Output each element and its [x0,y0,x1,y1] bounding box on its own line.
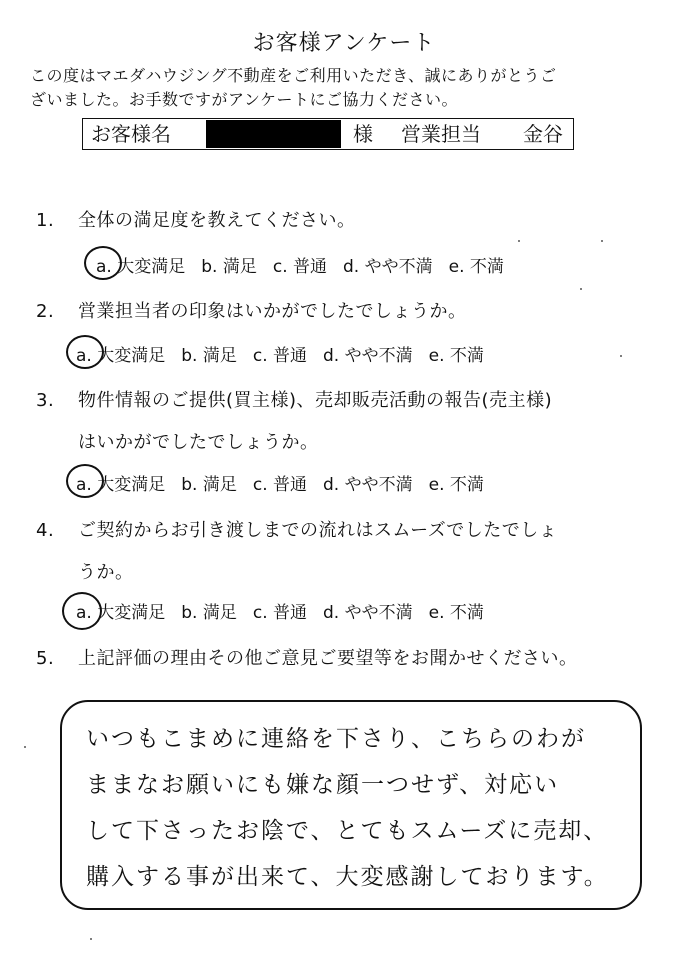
scan-speck [580,288,582,290]
option-d[interactable]: d. やや不満 [323,346,413,366]
question-4 [36,516,557,542]
honorific: 様 [353,122,373,146]
option-c[interactable]: c. 普通 [252,603,307,623]
intro-text [30,64,670,112]
question-text: 全体の満足度を教えてください。 [78,210,356,231]
redacted-customer-name [206,120,341,148]
scan-speck [518,240,520,242]
option-e[interactable]: e. 不満 [428,603,484,623]
question-4-continued: うか。 [78,562,134,583]
comment-line-4: 購入する事が出来て、大変感謝しております。 [86,864,609,890]
scan-speck [601,240,603,242]
intro-line-1: この度はマエダハウジング不動産をご利用いただき、誠にありがとうご [30,66,557,85]
option-e[interactable]: e. 不満 [448,257,504,277]
question-5 [36,644,578,670]
comment-line-2: ままなお願いにも嫌な顔一つせず、対応い [86,772,560,798]
option-c[interactable]: c. 普通 [252,346,307,366]
question-3 [36,386,552,412]
question-3-continued: はいかがでしたでしょうか。 [78,432,319,453]
option-d[interactable]: d. やや不満 [323,603,413,623]
option-b[interactable]: b. 満足 [201,257,257,277]
option-c[interactable]: c. 普通 [272,257,327,277]
option-e[interactable]: e. 不満 [428,346,484,366]
question-number: 2. [36,301,55,322]
question-number: 1. [36,210,55,231]
scan-speck [620,355,622,357]
option-e[interactable]: e. 不満 [428,475,484,495]
question-text: 上記評価の理由その他ご意見ご要望等をお聞かせください。 [78,648,578,669]
option-c[interactable]: c. 普通 [252,475,307,495]
question-1-options [96,252,520,277]
question-text: 営業担当者の印象はいかがでしたでしょうか。 [78,301,467,322]
option-b[interactable]: b. 満足 [181,603,237,623]
customer-info-box [82,118,574,150]
scan-speck [24,746,26,748]
comment-line-1: いつもこまめに連絡を下さり、こちらのわが [86,726,586,752]
question-2-options [76,341,500,366]
option-d[interactable]: d. やや不満 [323,475,413,495]
question-2 [36,297,467,323]
intro-line-2: ざいました。お手数ですがアンケートにご協力ください。 [30,90,459,109]
question-number: 4. [36,520,55,541]
scan-speck [90,938,92,940]
option-b[interactable]: b. 満足 [181,475,237,495]
page-title: お客様アンケート [252,31,436,56]
question-text: 物件情報のご提供(買主様)、売却販売活動の報告(売主様) [78,390,553,411]
sales-rep-label: 営業担当 [401,122,481,146]
option-a[interactable]: a. 大変満足 [76,346,166,366]
option-b[interactable]: b. 満足 [181,346,237,366]
question-3-options [76,470,500,495]
option-a[interactable]: a. 大変満足 [76,475,166,495]
comment-box [60,700,642,910]
question-1 [36,206,356,232]
question-text: ご契約からお引き渡しまでの流れはスムーズでしたでしょ [78,520,558,541]
option-d[interactable]: d. やや不満 [343,257,433,277]
customer-name-label: お客様名 [91,122,171,146]
option-a[interactable]: a. 大変満足 [76,603,166,623]
question-4-options [76,598,500,623]
comment-line-3: して下さったお陰で、とてもスムーズに売却、 [86,818,609,844]
option-a[interactable]: a. 大変満足 [96,257,186,277]
sales-rep-name: 金谷 [523,122,563,146]
question-number: 3. [36,390,55,411]
question-number: 5. [36,648,55,669]
